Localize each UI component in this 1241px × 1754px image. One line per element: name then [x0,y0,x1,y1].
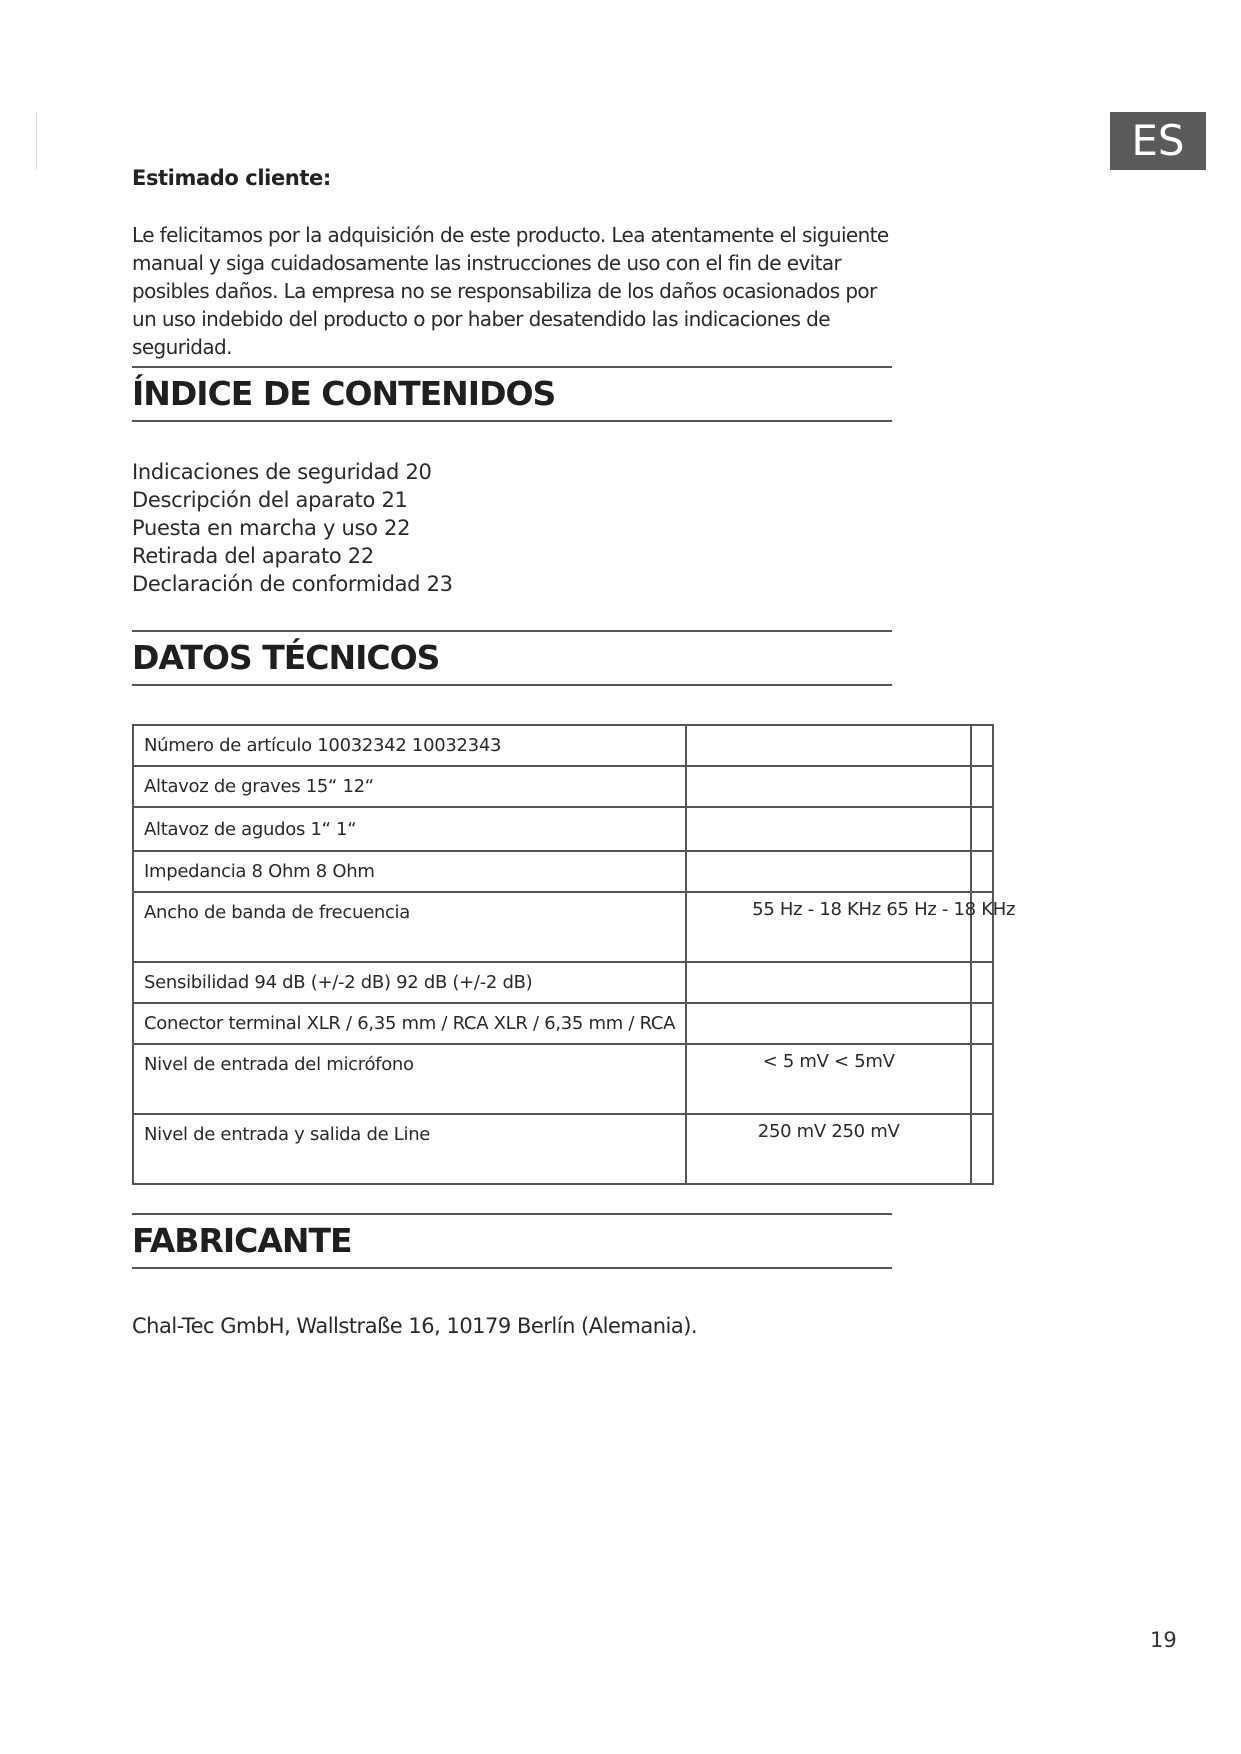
table-row [133,807,993,851]
spec-empty-cell [971,725,993,766]
spec-value: 250 mV 250 mV [686,1114,971,1184]
spec-label: Altavoz de graves 15“ 12“ [144,776,374,797]
spec-label: Conector terminal XLR / 6,35 mm / RCA XLR / 6,35 mm / RCA [144,1013,676,1034]
spec-empty-cell [971,851,993,892]
technical-data-title: DATOS TÉCNICOS [132,630,892,686]
spec-empty-cell [971,807,993,851]
toc-item: Declaración de conformidad 23 [132,572,453,596]
spec-value: 55 Hz - 18 KHz 65 Hz - 18 KHz [752,899,1016,920]
manufacturer-address: Chal-Tec GmbH, Wallstraße 16, 10179 Berlín (Alemania). [132,1314,698,1338]
spec-label: Nivel de entrada del micrófono [133,1044,686,1114]
toc-title: ÍNDICE DE CONTENIDOS [132,366,892,422]
spec-value [686,962,971,1003]
spec-value [686,851,971,892]
spec-empty-cell [971,962,993,1003]
technical-data-table [132,724,1016,1185]
language-badge: ES [1110,112,1206,170]
table-row [133,1114,993,1184]
spec-value: < 5 mV < 5mV [686,1044,971,1114]
spec-label: Altavoz de agudos 1“ 1“ [144,818,357,840]
spec-empty-cell [971,1044,993,1114]
margin-mark [36,112,37,170]
spec-empty-cell [971,1003,993,1044]
spec-label: Nivel de entrada y salida de Line [133,1114,686,1184]
toc-item: Retirada del aparato 22 [132,544,374,568]
spec-value [686,807,971,851]
page-number: 19 [1150,1628,1177,1652]
table-row [133,725,993,766]
greeting-heading: Estimado cliente: [132,166,331,190]
toc-item: Descripción del aparato 21 [132,488,408,512]
table-row [133,962,993,1003]
toc-item: Indicaciones de seguridad 20 [132,460,432,484]
spec-label: Sensibilidad 94 dB (+/-2 dB) 92 dB (+/-2 dB) [144,972,533,993]
spec-value [686,1003,971,1044]
spec-value [686,766,971,807]
spec-label: Número de artículo 10032342 10032343 [144,735,502,756]
spec-label: Impedancia 8 Ohm 8 Ohm [144,861,375,882]
table-row [133,851,993,892]
spec-label: Ancho de banda de frecuencia [133,892,686,962]
spec-empty-cell [971,1114,993,1184]
table-row [133,1044,993,1114]
table-row [133,892,993,962]
table-row [133,766,993,807]
manufacturer-title: FABRICANTE [132,1213,892,1269]
intro-paragraph: Le felicitamos por la adquisición de este producto. Lea atentamente el siguiente manual y siga cuidadosamente las instrucciones de uso con el fin de evitar posibles daños. La empresa no se responsabiliza de los daños ocasionados por un uso indebido del producto o por haber desatendido las indicaciones de seguridad. [132,223,889,359]
table-row [133,1003,993,1044]
spec-empty-cell [971,766,993,807]
toc-item: Puesta en marcha y uso 22 [132,516,411,540]
toc-list [132,458,453,598]
spec-value [686,725,971,766]
